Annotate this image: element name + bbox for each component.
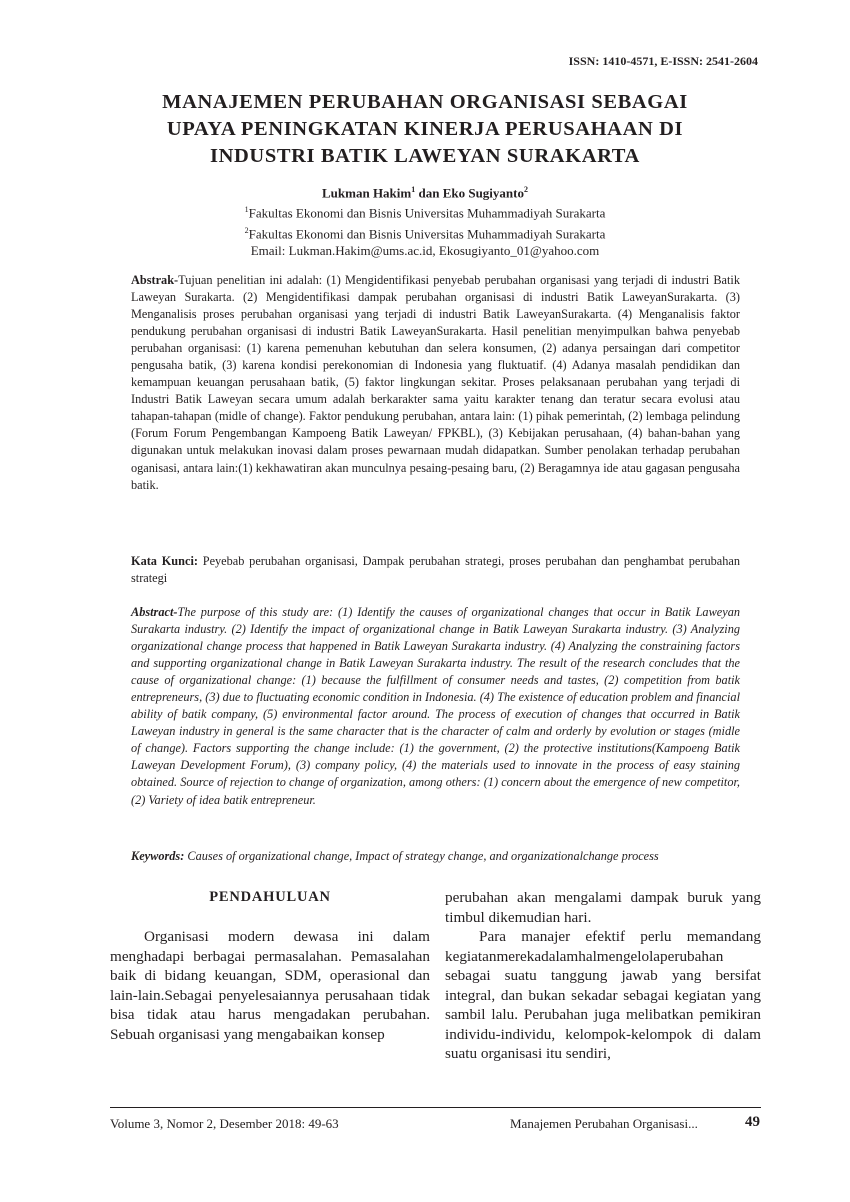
author-email: Email: Lukman.Hakim@ums.ac.id, Ekosugiyanto_01@yahoo.com (250, 242, 600, 258)
body-paragraph: Organisasi modern dewasa ini dalam menghadapi berbagai permasalahan. Pemasalahan baik di bidang keuangan, SDM, operasional dan lain-lain.Sebagai penyelesaiannya perusahaan tidak bisa tidak atau harus mengadakan perubahan. Sebuah organisasi yang mengabaikan konsep (110, 928, 430, 1043)
affiliation: $^1$Fakultas Ekonomi dan Bisnis Universitas Muhammadiyah Surakarta (244, 205, 606, 221)
section-heading: PENDAHULUAN (209, 889, 331, 905)
issn-header: ISSN: 1410-4571, E-ISSN: 2541-2604 (568, 54, 758, 68)
body-paragraph: Para manajer efektif perlu memandang kegiatanmerekadalamhalmengelolaperubahan sebagai suatu tanggung jawab yang bersifat integral, dan bukan sekadar sebagai kegiatan yang sambil lalu. Perubahan juga melibatkan pemikiran individu-individu, kelompok-kelompok di dalam suatu organisasi itu sendiri, (445, 928, 761, 1062)
body-paragraph: perubahan akan mengalami dampak buruk yang timbul dikemudian hari. (445, 889, 761, 926)
affiliation-marker: 1 (411, 185, 416, 194)
keywords-text: Peyebab perubahan organisasi, Dampak perubahan strategi, proses perubahan dan penghambat perubahan strategi (131, 554, 740, 586)
body-column-left (110, 888, 430, 1044)
keywords-english (131, 848, 740, 865)
footer-volume: Volume 3, Nomor 2, Desember 2018: 49-63 (110, 1116, 339, 1131)
keywords-label: Keywords: (131, 849, 185, 863)
author-block (130, 181, 720, 259)
author-names (130, 181, 720, 201)
abstract-text: Tujuan penelitian ini adalah: (1) Mengidentifikasi penyebab perubahan organisasi yang terjadi di industri Batik Laweyan Surakarta. (2) Mengidentifikasi dampak perubahan organisasi di industri Batik LaweyanSurakarta. (3) Menganalisis proses perubahan organisasi yang terjadi di industri Batik LaweyanSurakarta. (4) Menganalisis faktor pendukung perubahan organisasi di industri Batik LaweyanSurakarta. Hasil penelitian menyimpulkan bahwa penyebab perubahan organisasi: (1) karena pemenuhan kebutuhan dan selera konsumen, (2) adanya persaingan dari competitor pengusaha batik, (3) karena kondisi perekonomian di Indonesia yang fluktuatif. (4) Adanya masalah pendidikan dan kemampuan keuangan perusahaan batik, (5) faktor lingkungan sekitar. Proses pelaksanaan perubahan yang terjadi di Industri Batik Laweyan secara umum adalah berkarakter sama yaitu karakter tenang dan teratur secara evolusi atau tahapan-tahapan (midle of change). Faktor pendukung perubahan, antara lain: (1) pihak pemerintah, (2) lembaga pelindung (Forum Forum Pengembangan Kampoeng Batik Laweyan/ FPKBL), (3) Kebijakan perusahaan, (4) bahan-bahan yang digunakan untuk melakukan inovasi dalam proses pewarnaan mudah didapatkan. Sumber penolakan terhadap perubahan oganisasi, antara lain:(1) kekhawatiran akan munculnya pesaing-pesaing baru, (2) Beragamnya ide atau gagasan pengusaha batik. (131, 273, 740, 492)
title-line: INDUSTRI BATIK LAWEYAN SURAKARTA (210, 145, 640, 167)
footer-running-title: Manajemen Perubahan Organisasi... (510, 1116, 698, 1131)
abstract-text: The purpose of this study are: (1) Identify the causes of organizational changes that occur in Batik Laweyan Surakarta industry. (2) Identify the impact of organizational change in Batik Laweyan Surakarta industry. (3) Analyzing organizational change process that happened in Batik Laweyan Surakarta industry. (4) Analyzing the constraining factors and supporting organizational change in Batik Laweyan Surakarta industry. The result of the research concludes that the cause of organizational change: (1) because the fulfillment of consumer needs and tastes, (2) competition from batik entrepreneurs, (3) due to fluctuating economic condition in Indonesia. (4) The existence of education problem and financial ability of batik company, (5) environmental factor around. The process of execution of changes that occurred in Batik Laweyan industry in general is the same character that is the character of calm and orderly by evolution or stages (midle of change). Factors supporting the change include: (1) the government, (2) the protective institutions(Kampoeng Batik Laweyan Development Forum), (3) company policy, (4) the materials used to innovate in the process of easy staining obtained. Source of rejection to change of organization, among others: (1) concern about the emergence of new competitor, (2) Variety of idea batik entrepreneur. (131, 605, 740, 807)
author-name: dan Eko Sugiyanto (415, 185, 524, 201)
abstract-label: Abstrak- (131, 273, 179, 287)
abstract-label: Abstract- (131, 605, 178, 619)
keywords-label: Kata Kunci: (131, 554, 198, 568)
page-number: 49 (745, 1114, 760, 1130)
affiliation-marker: 2 (523, 185, 528, 194)
keywords-indonesian (131, 553, 740, 587)
abstract-english (131, 604, 740, 809)
keywords-text: Causes of organizational change, Impact of strategy change, and organizationalchange process (184, 849, 659, 863)
footer-divider (110, 1107, 761, 1108)
abstract-indonesian (131, 272, 740, 494)
author-name: Lukman Hakim (322, 185, 412, 201)
paper-title (100, 89, 750, 170)
title-line: MANAJEMEN PERUBAHAN ORGANISASI SEBAGAI (162, 91, 688, 113)
body-column-right (445, 888, 761, 1064)
title-line: UPAYA PENINGKATAN KINERJA PERUSAHAAN DI (166, 118, 684, 140)
affiliation: $^2$Fakultas Ekonomi dan Bisnis Universitas Muhammadiyah Surakarta (244, 225, 606, 241)
